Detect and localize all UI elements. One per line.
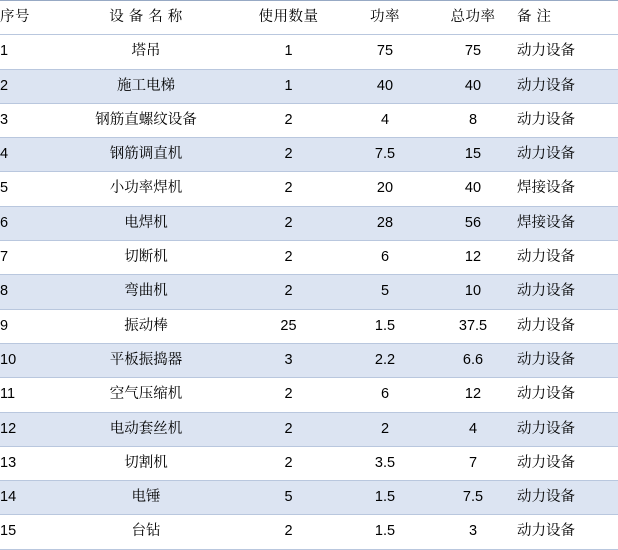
cell-name: 切割机 xyxy=(56,446,236,480)
table-row xyxy=(0,309,618,343)
table-row xyxy=(0,103,618,137)
table-row xyxy=(0,378,618,412)
cell-quantity: 25 xyxy=(236,309,341,343)
cell-power: 40 xyxy=(341,69,429,103)
cell-power: 6 xyxy=(341,378,429,412)
cell-total-power: 40 xyxy=(429,69,517,103)
cell-name: 振动棒 xyxy=(56,309,236,343)
cell-power: 1.5 xyxy=(341,481,429,515)
cell-total-power: 10 xyxy=(429,275,517,309)
table-row xyxy=(0,515,618,549)
cell-index: 13 xyxy=(0,446,56,480)
table-header xyxy=(0,1,618,35)
cell-remark: 动力设备 xyxy=(517,446,618,480)
column-header-name: 设 备 名 称 xyxy=(56,1,236,35)
cell-remark: 焊接设备 xyxy=(517,172,618,206)
cell-total-power: 37.5 xyxy=(429,309,517,343)
cell-quantity: 2 xyxy=(236,206,341,240)
cell-name: 弯曲机 xyxy=(56,275,236,309)
cell-name: 切断机 xyxy=(56,241,236,275)
table-row xyxy=(0,412,618,446)
cell-remark: 动力设备 xyxy=(517,412,618,446)
column-header-index: 序号 xyxy=(0,1,56,35)
cell-index: 3 xyxy=(0,103,56,137)
cell-name: 钢筋调直机 xyxy=(56,138,236,172)
cell-remark: 动力设备 xyxy=(517,275,618,309)
cell-name: 施工电梯 xyxy=(56,69,236,103)
column-header-remark: 备 注 xyxy=(517,1,618,35)
cell-quantity: 2 xyxy=(236,446,341,480)
cell-index: 11 xyxy=(0,378,56,412)
cell-power: 3.5 xyxy=(341,446,429,480)
cell-total-power: 12 xyxy=(429,378,517,412)
table-row xyxy=(0,446,618,480)
cell-quantity: 2 xyxy=(236,275,341,309)
cell-total-power: 3 xyxy=(429,515,517,549)
cell-quantity: 2 xyxy=(236,515,341,549)
cell-quantity: 2 xyxy=(236,378,341,412)
cell-power: 7.5 xyxy=(341,138,429,172)
cell-remark: 动力设备 xyxy=(517,343,618,377)
cell-power: 5 xyxy=(341,275,429,309)
cell-index: 8 xyxy=(0,275,56,309)
cell-remark: 动力设备 xyxy=(517,515,618,549)
cell-power: 20 xyxy=(341,172,429,206)
cell-quantity: 2 xyxy=(236,138,341,172)
cell-total-power: 40 xyxy=(429,172,517,206)
table-row xyxy=(0,343,618,377)
cell-quantity: 2 xyxy=(236,172,341,206)
cell-name: 电锤 xyxy=(56,481,236,515)
cell-power: 4 xyxy=(341,103,429,137)
cell-index: 6 xyxy=(0,206,56,240)
cell-quantity: 2 xyxy=(236,241,341,275)
cell-index: 4 xyxy=(0,138,56,172)
cell-remark: 动力设备 xyxy=(517,481,618,515)
cell-quantity: 3 xyxy=(236,343,341,377)
cell-index: 12 xyxy=(0,412,56,446)
cell-name: 平板振捣器 xyxy=(56,343,236,377)
cell-remark: 动力设备 xyxy=(517,69,618,103)
cell-name: 电焊机 xyxy=(56,206,236,240)
cell-total-power: 7.5 xyxy=(429,481,517,515)
cell-power: 75 xyxy=(341,35,429,69)
cell-quantity: 2 xyxy=(236,103,341,137)
cell-total-power: 56 xyxy=(429,206,517,240)
cell-index: 2 xyxy=(0,69,56,103)
cell-remark: 动力设备 xyxy=(517,103,618,137)
column-header-quantity: 使用数量 xyxy=(236,1,341,35)
cell-index: 7 xyxy=(0,241,56,275)
cell-index: 1 xyxy=(0,35,56,69)
cell-remark: 动力设备 xyxy=(517,309,618,343)
table-row xyxy=(0,481,618,515)
cell-quantity: 1 xyxy=(236,69,341,103)
table-row xyxy=(0,35,618,69)
column-header-power: 功率 xyxy=(341,1,429,35)
cell-power: 2 xyxy=(341,412,429,446)
cell-total-power: 15 xyxy=(429,138,517,172)
cell-total-power: 4 xyxy=(429,412,517,446)
cell-remark: 动力设备 xyxy=(517,378,618,412)
cell-power: 28 xyxy=(341,206,429,240)
cell-name: 台钻 xyxy=(56,515,236,549)
cell-total-power: 7 xyxy=(429,446,517,480)
table-row xyxy=(0,172,618,206)
cell-remark: 动力设备 xyxy=(517,241,618,275)
cell-name: 钢筋直螺纹设备 xyxy=(56,103,236,137)
cell-remark: 动力设备 xyxy=(517,35,618,69)
cell-power: 1.5 xyxy=(341,309,429,343)
cell-index: 9 xyxy=(0,309,56,343)
cell-quantity: 2 xyxy=(236,412,341,446)
table-row xyxy=(0,69,618,103)
table-row xyxy=(0,138,618,172)
cell-power: 6 xyxy=(341,241,429,275)
cell-total-power: 12 xyxy=(429,241,517,275)
cell-index: 10 xyxy=(0,343,56,377)
cell-index: 14 xyxy=(0,481,56,515)
cell-remark: 动力设备 xyxy=(517,138,618,172)
cell-index: 5 xyxy=(0,172,56,206)
cell-name: 小功率焊机 xyxy=(56,172,236,206)
cell-index: 15 xyxy=(0,515,56,549)
cell-total-power: 8 xyxy=(429,103,517,137)
cell-total-power: 6.6 xyxy=(429,343,517,377)
table-row xyxy=(0,275,618,309)
table-header-row xyxy=(0,1,618,35)
cell-quantity: 5 xyxy=(236,481,341,515)
cell-name: 电动套丝机 xyxy=(56,412,236,446)
table-row xyxy=(0,241,618,275)
column-header-total-power: 总功率 xyxy=(429,1,517,35)
cell-name: 空气压缩机 xyxy=(56,378,236,412)
table-body xyxy=(0,35,618,549)
table-row xyxy=(0,206,618,240)
cell-remark: 焊接设备 xyxy=(517,206,618,240)
cell-total-power: 75 xyxy=(429,35,517,69)
cell-power: 2.2 xyxy=(341,343,429,377)
cell-name: 塔吊 xyxy=(56,35,236,69)
cell-quantity: 1 xyxy=(236,35,341,69)
cell-power: 1.5 xyxy=(341,515,429,549)
